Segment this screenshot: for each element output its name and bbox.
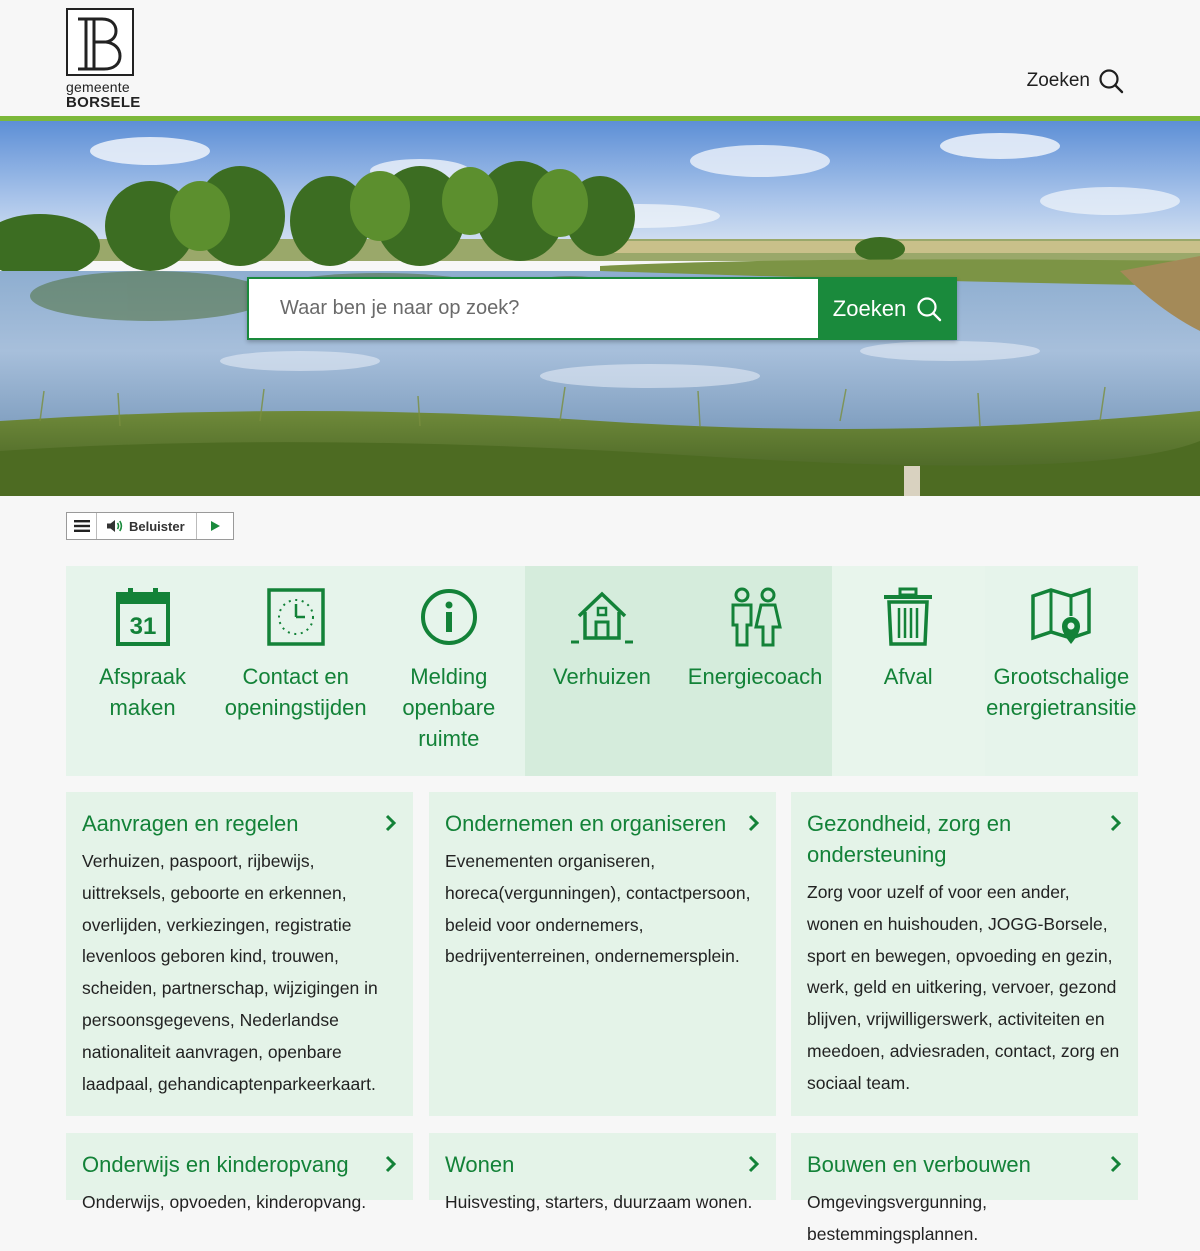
hero-search-input[interactable] (247, 277, 818, 340)
logo-gemeente-text: gemeente (66, 79, 130, 95)
chevron-right-icon (1110, 814, 1122, 832)
chevron-right-icon (748, 1155, 760, 1173)
search-icon (916, 296, 942, 322)
clock-icon (267, 588, 325, 646)
people-icon (727, 587, 783, 647)
logo-borsele-text: BORSELE (66, 94, 141, 111)
hero-banner (0, 121, 1200, 496)
chevron-right-icon (748, 814, 760, 832)
map-icon (1031, 588, 1091, 646)
play-icon (209, 520, 221, 532)
search-icon (1098, 68, 1124, 94)
tile-afspraak-maken[interactable] (66, 566, 219, 776)
card-ondernemen-en-organiseren[interactable] (429, 792, 776, 1116)
card-title: Aanvragen en regelen (82, 811, 299, 836)
tile-label: Afval (883, 664, 933, 689)
tile-label: Contact en openingstijden (224, 664, 367, 720)
tile-verhuizen[interactable] (525, 566, 678, 776)
logo-mark (66, 8, 134, 76)
gemeente-borsele-logo[interactable] (66, 8, 141, 111)
card-description: Huisvesting, starters, duurzaam wonen. (445, 1192, 753, 1212)
readspeaker-listen-label: Beluister (129, 518, 185, 534)
card-aanvragen-en-regelen[interactable] (66, 792, 413, 1116)
tile-label: Energiecoach (687, 664, 823, 689)
hero-search-button[interactable] (818, 277, 957, 340)
card-description: Omgevingsvergunning, bestemmingsplannen. (807, 1192, 987, 1244)
card-description: Onderwijs, opvoeden, kinderopvang. (82, 1192, 367, 1212)
tile-label: Grootschalige energietransitie (986, 664, 1137, 720)
card-title: Bouwen en verbouwen (807, 1152, 1031, 1177)
speaker-icon (106, 519, 124, 533)
info-icon (420, 588, 478, 646)
readspeaker-listen-button[interactable] (97, 513, 197, 539)
menu-icon (74, 519, 90, 533)
chevron-right-icon (1110, 1155, 1122, 1173)
card-title: Ondernemen en organiseren (445, 811, 727, 836)
tile-label: Verhuizen (553, 664, 651, 689)
hero-search-button-label: Zoeken (832, 295, 907, 321)
logo-b-icon (76, 15, 128, 71)
quick-links (66, 566, 1138, 776)
tile-energiecoach[interactable] (679, 566, 832, 776)
hero-search-form (247, 277, 957, 340)
card-description: Verhuizen, paspoort, rijbewijs, uittreksels, geboorte en erkennen, overlijden, verkiezingen, registratie levenloos geboren kind, trouwen, scheiden, partnerschap, wijzigingen in persoonsgegevens, Nederlandse nationaliteit aanvragen, openbare laadpaal, gehandicaptenparkeerkaart. (82, 851, 378, 1094)
card-gezondheid-zorg-ondersteuning[interactable] (791, 792, 1138, 1116)
trash-icon (883, 588, 933, 646)
card-description: Zorg voor uzelf of voor een ander, wonen en huishouden, JOGG-Borsele, sport en bewegen, opvoeding en gezin, werk, geld en uitkering, vervoer, gezond blijven, vrijwilligerswerk, activiteiten en meedoen, adviesraden, contact, zorg en sociaal team. (807, 882, 1120, 1093)
card-title: Wonen (445, 1152, 515, 1177)
header-search-button[interactable] (1027, 68, 1124, 94)
readspeaker-toolbar (66, 512, 234, 540)
tile-afval[interactable] (832, 566, 985, 776)
chevron-right-icon (385, 814, 397, 832)
calendar-icon (116, 588, 170, 646)
site-header (0, 0, 1200, 116)
house-icon (571, 588, 633, 646)
card-wonen[interactable] (429, 1133, 776, 1212)
card-description: Evenementen organiseren, horeca(vergunningen), contactpersoon, beleid voor ondernemers, bedrijventerreinen, ondernemersplein. (445, 851, 751, 967)
header-search-label: Zoeken (1026, 70, 1090, 91)
card-title: Onderwijs en kinderopvang (82, 1152, 349, 1177)
tile-label: Afspraak maken (99, 664, 186, 720)
card-title: Gezondheid, zorg en ondersteuning (807, 811, 1012, 867)
calendar-day: 31 (129, 613, 156, 640)
tile-grootschalige-energietransitie[interactable] (985, 566, 1138, 776)
tile-label: Melding openbare ruimte (402, 664, 496, 751)
readspeaker-play-button[interactable] (197, 513, 233, 539)
tile-melding-openbare-ruimte[interactable] (372, 566, 525, 776)
tile-contact-openingstijden[interactable] (219, 566, 372, 776)
card-onderwijs-en-kinderopvang[interactable] (66, 1133, 413, 1212)
card-bouwen-en-verbouwen[interactable] (791, 1133, 1138, 1244)
chevron-right-icon (385, 1155, 397, 1173)
readspeaker-menu-button[interactable] (67, 513, 97, 539)
